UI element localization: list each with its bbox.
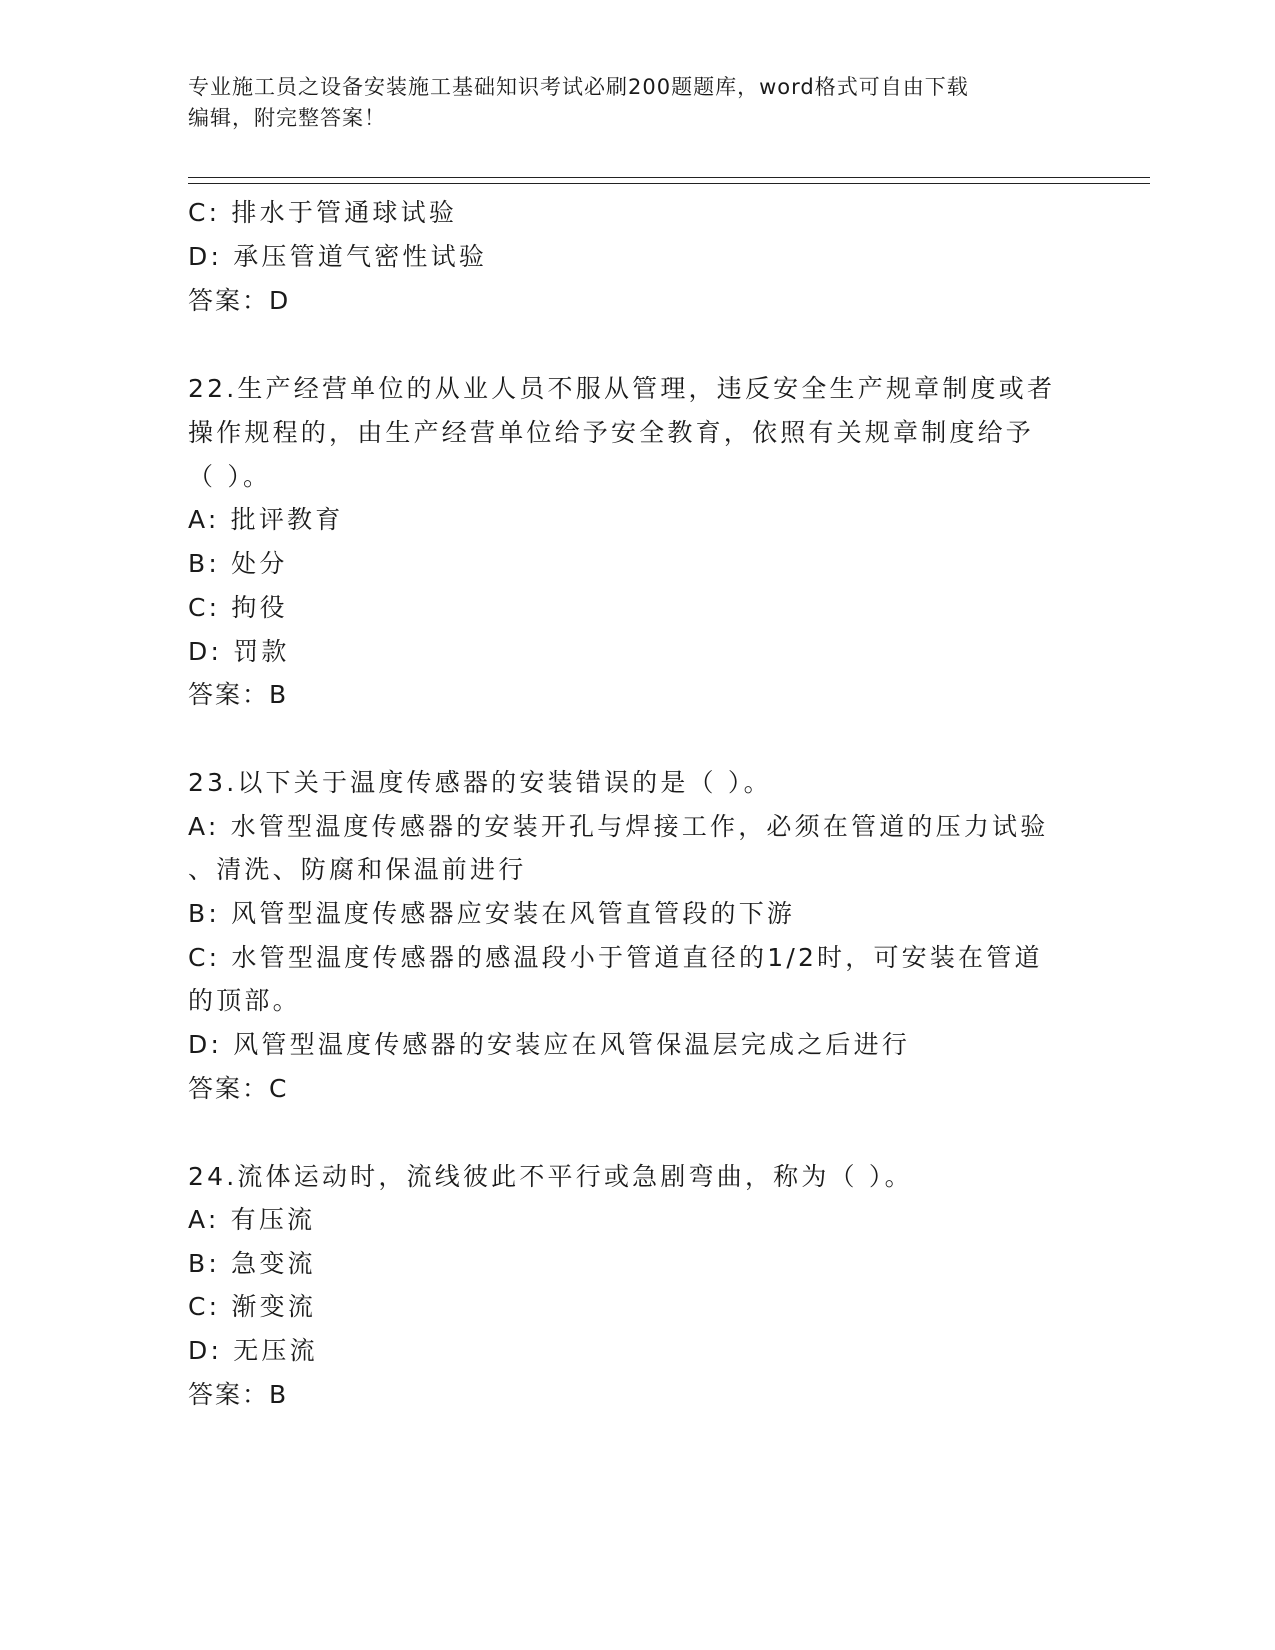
q22-answer: 答案：B (188, 680, 289, 709)
q21-option-d: D: 承压管道气密性试验 (188, 242, 488, 271)
header-divider-bottom (188, 183, 1150, 184)
q23-option-a-line-1: A: 水管型温度传感器的安装开孔与焊接工作，必须在管道的压力试验 (188, 812, 1049, 841)
q24-stem: 24.流体运动时，流线彼此不平行或急剧弯曲，称为（ ）。 (188, 1162, 913, 1191)
q24-option-a: A: 有压流 (188, 1205, 316, 1234)
q21-option-c: C: 排水于管通球试验 (188, 198, 458, 227)
header-title-line-1: 专业施工员之设备安装施工基础知识考试必刷200题题库，word格式可自由下载 (188, 75, 969, 99)
q23-option-d: D: 风管型温度传感器的安装应在风管保温层完成之后进行 (188, 1030, 911, 1059)
q22-stem-line-3: （ ）。 (188, 462, 272, 491)
q22-stem-line-2: 操作规程的，由生产经营单位给予安全教育，依照有关规章制度给予 (188, 418, 1035, 447)
q23-option-a-line-2: 、清洗、防腐和保温前进行 (188, 855, 527, 884)
q23-option-c-line-2: 的顶部。 (188, 986, 301, 1015)
q22-stem-line-1: 22.生产经营单位的从业人员不服从管理，违反安全生产规章制度或者 (188, 374, 1056, 403)
q23-answer: 答案：C (188, 1074, 289, 1103)
q21-answer: 答案：D (188, 286, 291, 315)
q24-option-d: D: 无压流 (188, 1336, 318, 1365)
header-title-line-2: 编辑，附完整答案！ (188, 106, 386, 130)
q23-option-c-line-1: C: 水管型温度传感器的感温段小于管道直径的1/2时，可安装在管道 (188, 943, 1043, 972)
q22-option-d: D: 罚款 (188, 637, 290, 666)
q24-answer: 答案：B (188, 1380, 289, 1409)
q23-stem: 23.以下关于温度传感器的安装错误的是（ ）。 (188, 768, 772, 797)
header-divider-top (188, 177, 1150, 178)
document-header (188, 72, 1088, 134)
q22-option-a: A: 批评教育 (188, 505, 344, 534)
q22-option-b: B: 处分 (188, 549, 288, 578)
q22-option-c: C: 拘役 (188, 593, 288, 622)
q23-option-b: B: 风管型温度传感器应安装在风管直管段的下游 (188, 899, 796, 928)
q24-option-b: B: 急变流 (188, 1249, 316, 1278)
q24-option-c: C: 渐变流 (188, 1292, 317, 1321)
